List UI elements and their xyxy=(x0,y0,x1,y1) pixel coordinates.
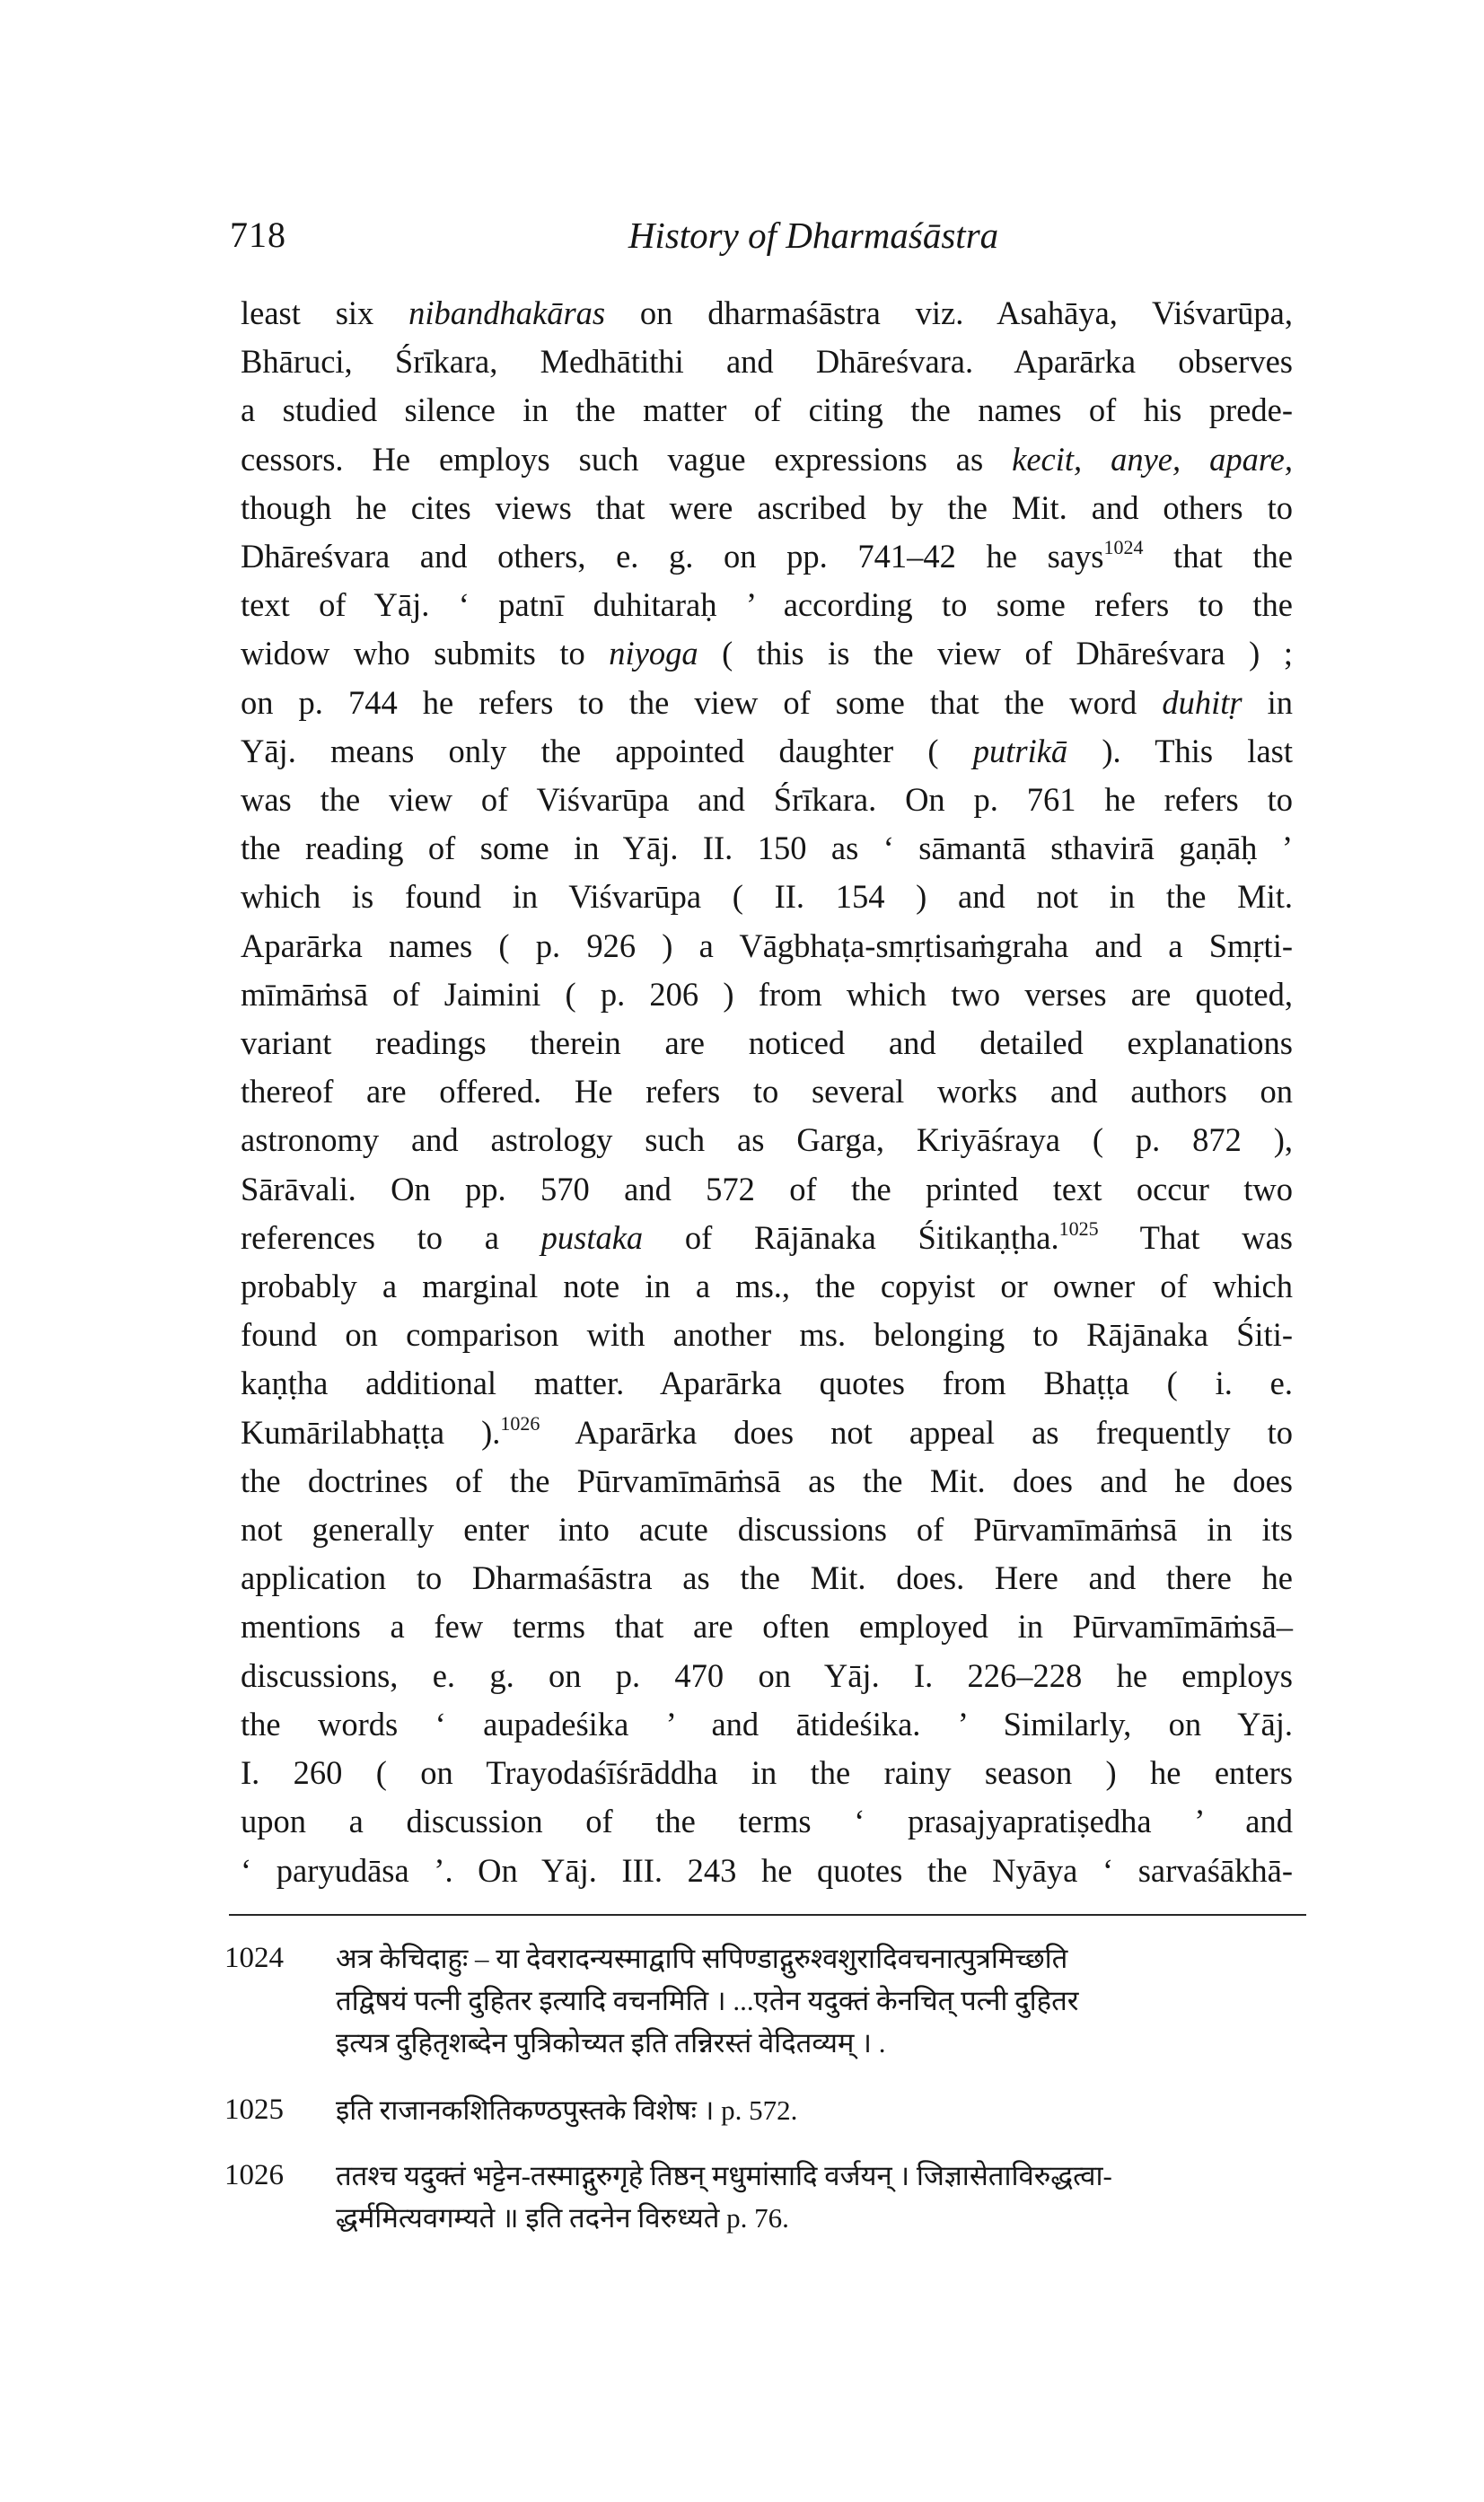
text-line: found on comparison with another ms. belonging to Rājānaka Śiti- xyxy=(241,1316,1293,1354)
text-line: Aparārka names ( p. 926 ) a Vāgbhaṭa-smṛtisaṁgraha and a Smṛti- xyxy=(241,926,1293,964)
text-line: references to a pustaka of Rājānaka Śitikaṇṭha.$^{1025}$ That was xyxy=(241,1216,1293,1256)
text-line: application to Dharmaśāstra as the Mit. does. Here and there he xyxy=(241,1559,1293,1597)
text-line: on p. 744 he refers to the view of some that the word duhitṛ in xyxy=(241,683,1293,721)
text-line: was the view of Viśvarūpa and Śrīkara. On p. 761 he refers to xyxy=(241,781,1293,819)
footnote-divider xyxy=(229,1914,1306,1916)
text-line: Kumārilabhaṭṭa ).$^{1026}$ Aparārka does not appeal as frequently to xyxy=(241,1411,1293,1451)
text-line: Yāj. means only the appointed daughter ( putrikā ). This last xyxy=(241,732,1293,769)
text-line: discussions, e. g. on p. 470 on Yāj. I. 226–228 he employs xyxy=(241,1656,1293,1694)
text-line: the words ‘ aupadeśika ’ and ātideśika. ’ Similarly, on Yāj. xyxy=(241,1705,1293,1743)
text-line: mīmāṁsā of Jaimini ( p. 206 ) from which two verses are quoted, xyxy=(241,975,1293,1013)
running-title: History of Dharmaśāstra xyxy=(628,215,999,256)
footnote-ref-1026: 1026 xyxy=(500,1411,540,1435)
footnote-1025 xyxy=(224,2089,1311,2131)
footnote-1024 xyxy=(224,1937,1311,2064)
text-line: astronomy and astrology such as Garga, Kriyāśraya ( p. 872 ), xyxy=(241,1121,1293,1159)
text-line: though he cites views that were ascribed by the Mit. and others to xyxy=(241,488,1293,526)
text-line: the reading of some in Yāj. II. 150 as ‘ sāmantā sthavirā gaṇāḥ ’ xyxy=(241,830,1293,867)
footnote-1026 xyxy=(224,2155,1311,2239)
text-line: upon a discussion of the terms ‘ prasajyapratiṣedha ’ and xyxy=(241,1803,1293,1840)
text-line: mentions a few terms that are often employed in Pūrvamīmāṁsā– xyxy=(241,1608,1293,1646)
footnote-line: द्धर्ममित्यवगम्यते ॥ इति तदनेन विरुध्यते p. 76. xyxy=(336,2202,789,2234)
footnote-line: तद्विषयं पत्नी दुहितर इत्यादि वचनमिति । ...एतेन यदुक्तं केनचित् पत्नी दुहितर xyxy=(336,1985,1079,2016)
footnote-line: इत्यत्र दुहितृशब्देन पुत्रिकोच्यत इति तन्निरस्तं वेदितव्यम् । . xyxy=(336,2027,886,2059)
text-line: Bhāruci, Śrīkara, Medhātithi and Dhāreśvara. Aparārka observes xyxy=(241,343,1293,381)
footnote-ref-1024: 1024 xyxy=(1103,536,1144,559)
footnote-number: 1024 xyxy=(224,1942,284,1974)
text-line: Dhāreśvara and others, e. g. on pp. 741–42 he says$^{1024}$ that the xyxy=(241,536,1294,575)
page-number: 718 xyxy=(230,215,286,255)
text-line: not generally enter into acute discussions of Pūrvamīmāṁsā in its xyxy=(241,1511,1293,1549)
page-header xyxy=(230,214,1343,268)
text-line: text of Yāj. ‘ patnī duhitaraḥ ’ according to some refers to the xyxy=(241,586,1293,624)
text-line: I. 260 ( on Trayodaśīśrāddha in the rainy season ) he enters xyxy=(241,1754,1293,1792)
text-line: least six nibandhakāras on dharmaśāstra viz. Asahāya, Viśvarūpa, xyxy=(241,294,1293,331)
footnote-number: 1025 xyxy=(224,2094,284,2126)
text-line: Sārāvali. On pp. 570 and 572 of the printed text occur two xyxy=(241,1170,1293,1207)
footnote-line: इति राजानकशितिकण्ठपुस्तके विशेषः । p. 572. xyxy=(336,2094,798,2126)
footnote-line: ततश्च यदुक्तं भट्टेन-तस्माद्गुरुगृहे तिष्ठन् मधुमांसादि वर्जयन् । जिज्ञासेताविरुद्धत्वा- xyxy=(336,2160,1112,2191)
footnote-ref-1025: 1025 xyxy=(1058,1216,1099,1240)
text-line: ‘ paryudāsa ’. On Yāj. III. 243 he quotes the Nyāya ‘ sarvaśākhā- xyxy=(241,1851,1293,1889)
body-text xyxy=(241,289,1293,1895)
text-line: the doctrines of the Pūrvamīmāṁsā as the Mit. does and he does xyxy=(241,1462,1293,1499)
text-line: thereof are offered. He refers to several works and authors on xyxy=(241,1073,1293,1111)
text-line: a studied silence in the matter of citing the names of his prede- xyxy=(241,391,1293,429)
footnote-number: 1026 xyxy=(224,2159,284,2191)
text-line: kaṇṭha additional matter. Aparārka quotes from Bhaṭṭa ( i. e. xyxy=(241,1365,1293,1402)
text-line: cessors. He employs such vague expressions as kecit, anye, apare, xyxy=(241,440,1293,478)
footnote-line: अत्र केचिदाहुः – या देवरादन्यस्माद्वापि सपिण्डाद्गुरुश्वशुरादिवचनात्पुत्रमिच्छति xyxy=(336,1943,1068,1974)
text-line: widow who submits to niyoga ( this is the view of Dhāreśvara ) ; xyxy=(241,635,1293,672)
text-line: probably a marginal note in a ms., the copyist or owner of which xyxy=(241,1268,1293,1305)
text-line: variant readings therein are noticed and detailed explanations xyxy=(241,1024,1293,1062)
footnotes xyxy=(224,1932,1311,2239)
text-line: which is found in Viśvarūpa ( II. 154 ) and not in the Mit. xyxy=(241,878,1293,916)
